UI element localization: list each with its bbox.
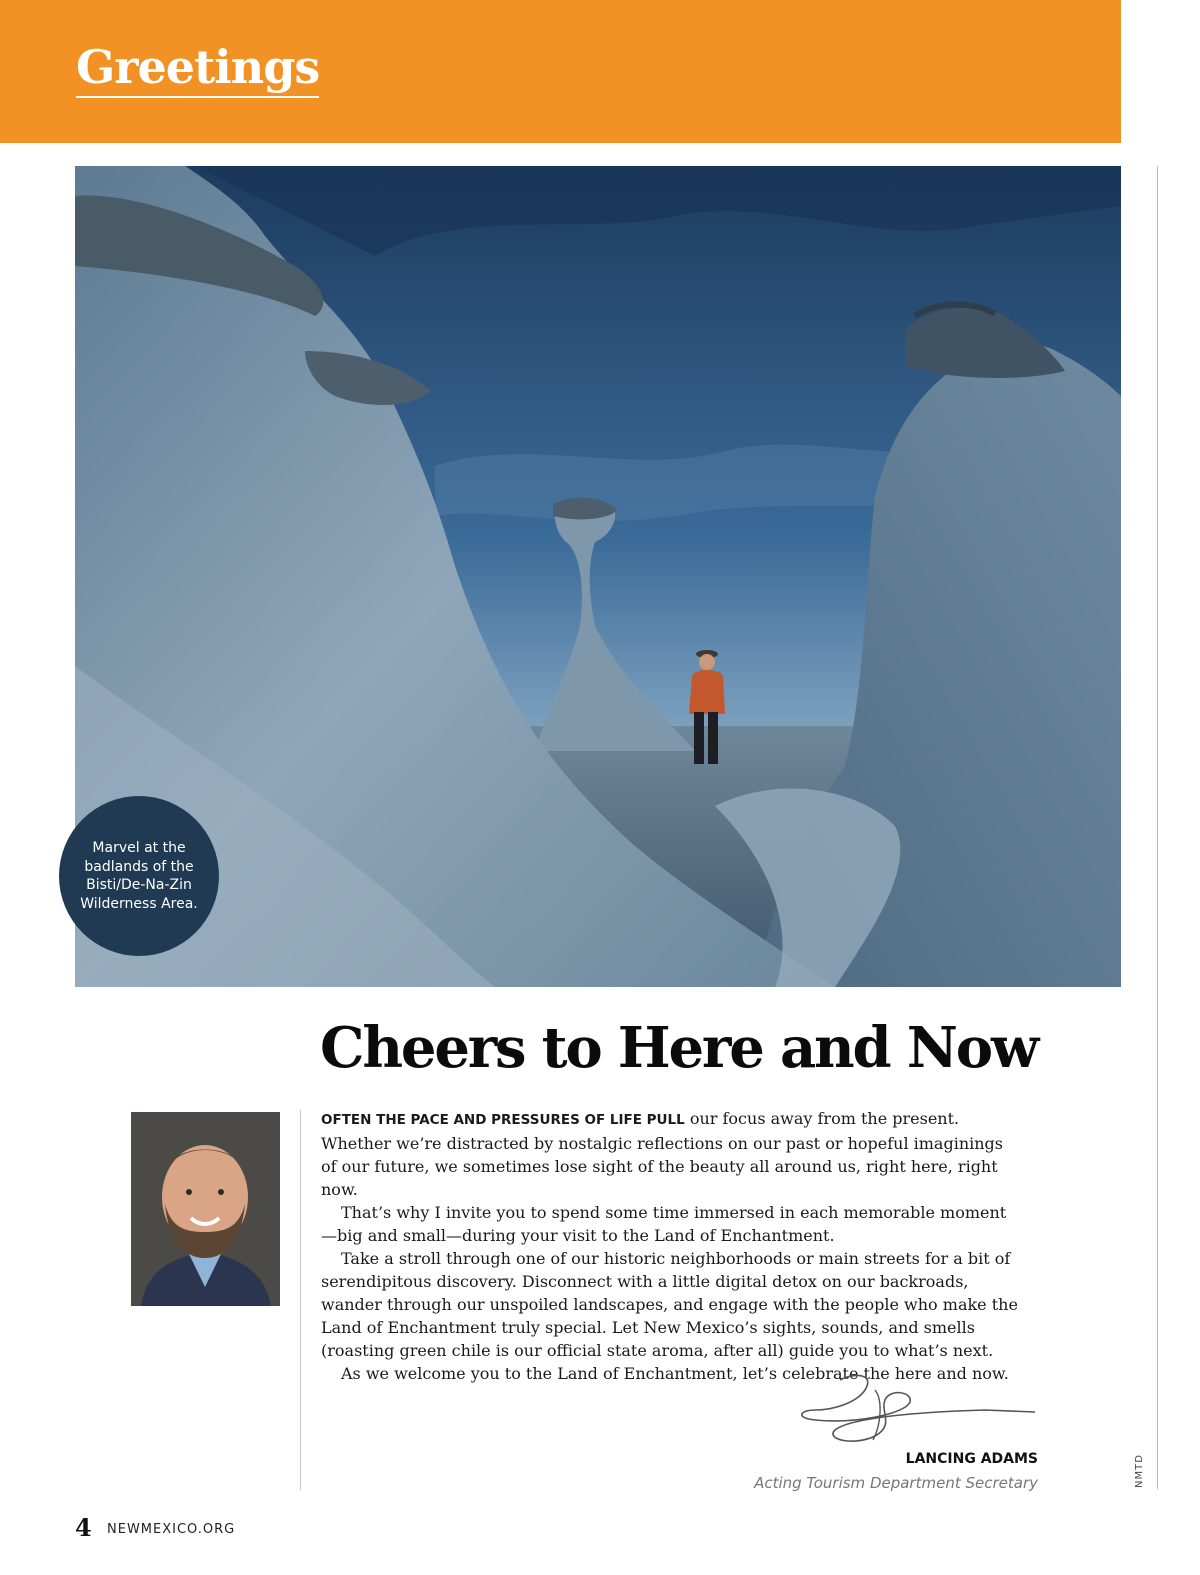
paragraph-2: That’s why I invite you to spend some time immersed in each memorable moment—big and small—during your visit to the Land of Enchantment. [321,1203,1007,1245]
signer-name: LANCING ADAMS [905,1451,1038,1467]
article-headline: Cheers to Here and Now [320,1015,1037,1081]
photo-caption-badge [59,796,219,956]
footer-site: NEWMEXICO.ORG [107,1522,236,1537]
vertical-divider [1157,166,1158,1489]
hero-photo [75,166,1121,987]
photo-credit: NMTD [1134,1454,1145,1488]
body-divider [300,1110,301,1490]
author-portrait [131,1112,280,1306]
paragraph-1 [321,1107,1021,1201]
paragraph-4: As we welcome you to the Land of Enchantment, let’s celebrate the here and now. [341,1364,1009,1383]
paragraph-3: Take a stroll through one of our historic neighborhoods or main streets for a bit of serendipitous discovery. Disconnect with a little digital detox on our backroads, wander through our unspoiled landscapes, and engage with the people who make the Land of Enchantment truly special. Let New Mexico’s sights, sounds, and smells (roasting green chile is our official state aroma, after all) guide you to what’s next. [321,1249,1018,1360]
paragraph-1-text: our focus away from the present. Whether we’re distracted by nostalgic reflections on our past or hopeful imaginings of our future, we sometimes lose sight of the beauty all around us, right here, right now. [321,1109,1004,1199]
handwritten-signature [795,1370,1040,1452]
article-body [321,1107,1021,1385]
section-title: Greetings [76,44,319,98]
lead-in: OFTEN THE PACE AND PRESSURES OF LIFE PULL [321,1112,685,1128]
photo-caption: Marvel at the badlands of the Bisti/De-Na-Zin Wilderness Area. [80,840,198,912]
signer-title: Acting Tourism Department Secretary [754,1474,1038,1492]
page-number: 4 [75,1513,92,1542]
